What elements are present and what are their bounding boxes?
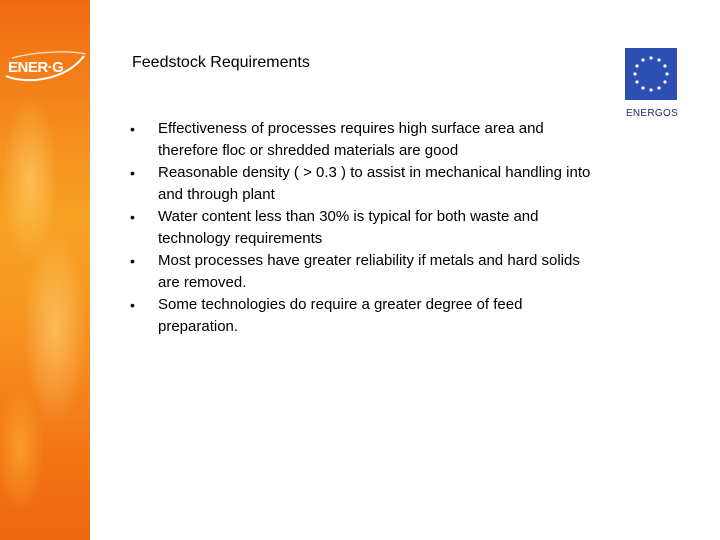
bullet-marker: • — [130, 297, 135, 313]
bullet-marker: • — [130, 121, 135, 137]
bullet-list — [130, 118, 600, 338]
energos-logo — [620, 48, 684, 120]
list-item — [130, 250, 600, 294]
bullet-marker: • — [130, 165, 135, 181]
bullet-text: Effectiveness of processes requires high surface area and therefore floc or shredded materials are good — [158, 120, 544, 159]
list-item — [130, 162, 600, 206]
bullet-text: Reasonable density ( > 0.3 ) to assist in mechanical handling into and through plant — [158, 164, 591, 203]
slide-title: Feedstock Requirements — [132, 54, 310, 71]
bullet-text: Most processes have greater reliability if metals and hard solids are removed. — [158, 252, 580, 291]
ener-g-logo-text: ENER·G — [8, 59, 64, 76]
energos-logo-text: ENERGOS — [625, 108, 679, 119]
list-item — [130, 206, 600, 250]
ener-g-logo — [4, 50, 88, 86]
orange-sidebar — [0, 0, 90, 540]
bullet-marker: • — [130, 209, 135, 225]
list-item — [130, 118, 600, 162]
bullet-text: Water content less than 30% is typical for both waste and technology requirements — [158, 208, 539, 247]
list-item — [130, 294, 600, 338]
bullet-marker: • — [130, 253, 135, 269]
eu-flag-icon — [625, 48, 677, 100]
bullet-text: Some technologies do require a greater degree of feed preparation. — [158, 296, 523, 335]
